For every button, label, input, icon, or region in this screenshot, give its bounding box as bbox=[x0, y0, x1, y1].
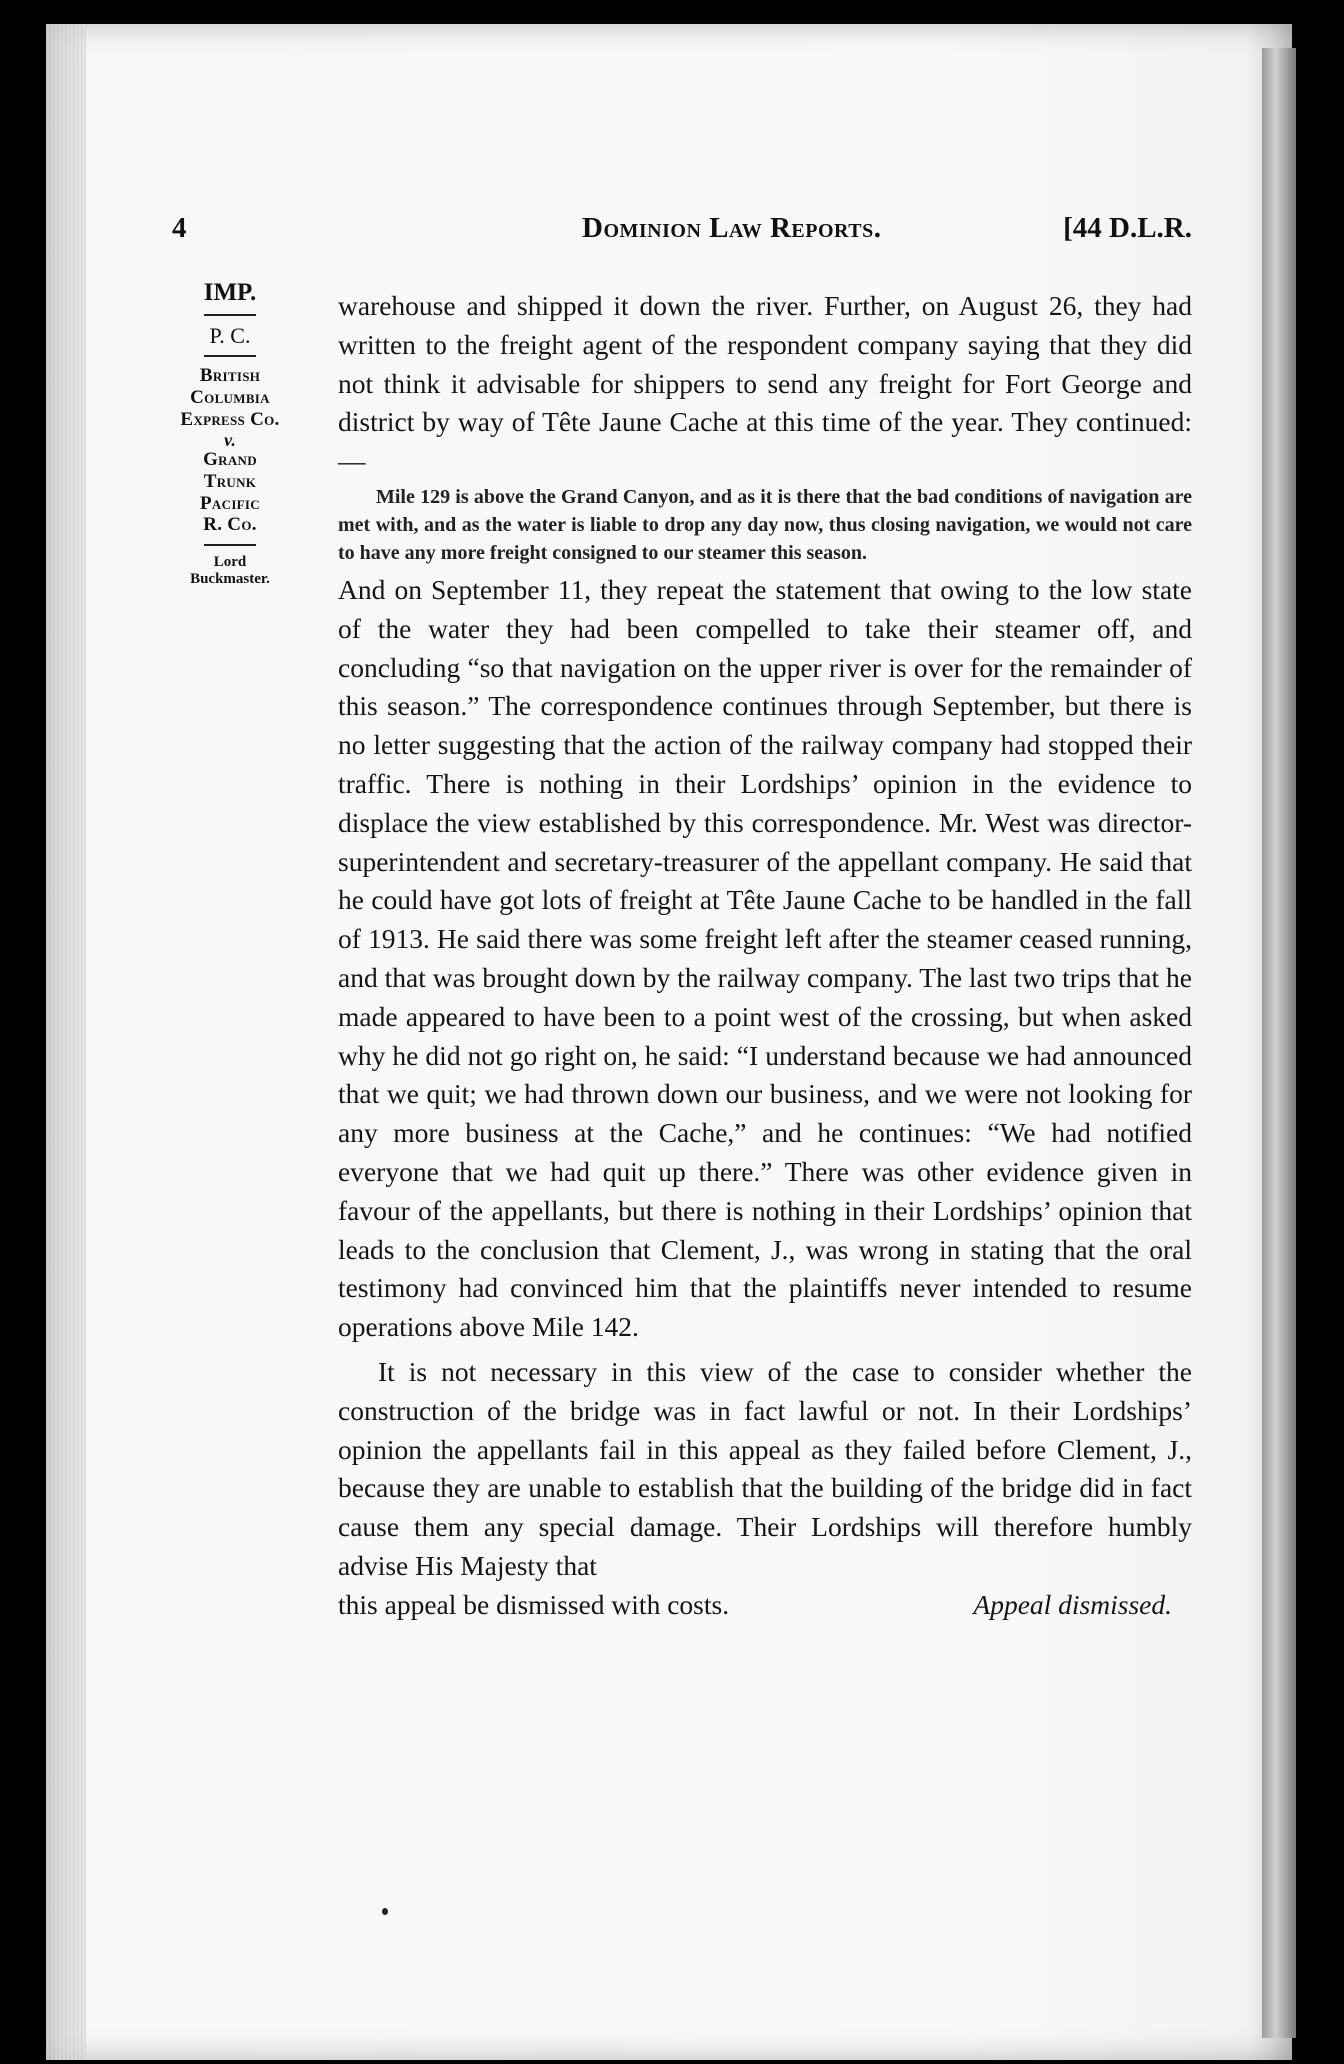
report-title: Dominion Law Reports. bbox=[582, 212, 882, 244]
disposition: Appeal dismissed. bbox=[973, 1588, 1172, 1620]
respondent-line: Grand bbox=[203, 448, 257, 470]
conclusion-line bbox=[338, 1586, 1192, 1625]
versus-label: v. bbox=[224, 429, 236, 450]
margin-notes bbox=[150, 280, 310, 587]
judgment-text bbox=[338, 287, 1192, 1625]
page-edge bbox=[1262, 48, 1296, 2038]
quote-text: Mile 129 is above the Grand Canyon, and as it is there that the bad conditions of navigation are met with, and as the water is liable to drop any day now, thus closing navigation, we would not care to have any more freight consigned to our steamer this season. bbox=[338, 485, 1192, 564]
page-number: 4 bbox=[172, 212, 187, 244]
ink-speck bbox=[382, 1908, 388, 1915]
margin-rule bbox=[204, 355, 256, 357]
final-sentence: this appeal be dismissed with costs. bbox=[338, 1588, 730, 1620]
division-label: P. C. bbox=[209, 323, 251, 349]
respondent-line: R. Co. bbox=[203, 514, 257, 536]
appellant-line: Columbia bbox=[190, 387, 270, 409]
volume-citation: [44 D.L.R. bbox=[1063, 212, 1192, 244]
paragraph: It is not necessary in this view of the case to consider whether the construction of the bridge was in fact lawful or not. In their Lordships’ opinion the appellants fail in this appeal as they failed before Clement, J., because they are unable to establish that the building of the bridge did in fact cause them any special damage. Their Lordships will therefore humbly advise His Majesty that bbox=[338, 1355, 1192, 1581]
judge-line: Lord bbox=[213, 554, 247, 571]
paragraph: And on September 11, they repeat the statement that owing to the low state of the water they had been compelled to take their steamer off, and concluding “so that navigation on the upper river is over for the remainder of this season.” The correspondence continues through September, but there is no letter suggesting that the action of the railway company had stopped their traffic. There is nothing in their Lordships’ opinion in the evidence to displace the view established by this correspondence. Mr. West was director-superintendent and secretary-treasurer of the appellant company. He said that he could have got lots of freight at Tête Jaune Cache to be handled in the fall of 1913. He said there was some freight left after the steamer ceased running, and that was brought down by the railway company. The last two trips that he made appeared to have been to a point west of the crossing, but when asked why he did not go right on, he said: “I understand because we had announced that we quit; we had thrown down our business, and we were not looking for any more business at the Cache,” and he continues: “We had notified everyone that we had quit up there.” There was other evidence given in favour of the appellants, but there is nothing in their Lordships’ opinion that leads to the conclusion that Clement, J., was wrong in stating that the oral testimony had convinced him that the plaintiffs never intended to resume operations above Mile 142. bbox=[338, 573, 1192, 1343]
respondent-line: Trunk bbox=[203, 470, 257, 492]
margin-rule bbox=[204, 544, 256, 546]
opening-paragraph: warehouse and shipped it down the river. Further, on August 26, they had written to the freight agent of the respondent company saying that they did not think it advisable for shippers to send any freight for Fort George and district by way of Tête Jaune Cache at this time of the year. They continued:— bbox=[338, 290, 1192, 477]
respondent-line: Pacific bbox=[200, 492, 260, 514]
margin-rule bbox=[204, 314, 256, 316]
appellant-line: Express Co. bbox=[180, 409, 280, 431]
appellant-line: British bbox=[199, 365, 261, 387]
court-label: IMP. bbox=[203, 279, 257, 306]
judge-line: Buckmaster. bbox=[190, 570, 270, 587]
running-head bbox=[172, 212, 1192, 252]
block-quote bbox=[338, 483, 1192, 567]
page-gutter bbox=[46, 24, 86, 2060]
